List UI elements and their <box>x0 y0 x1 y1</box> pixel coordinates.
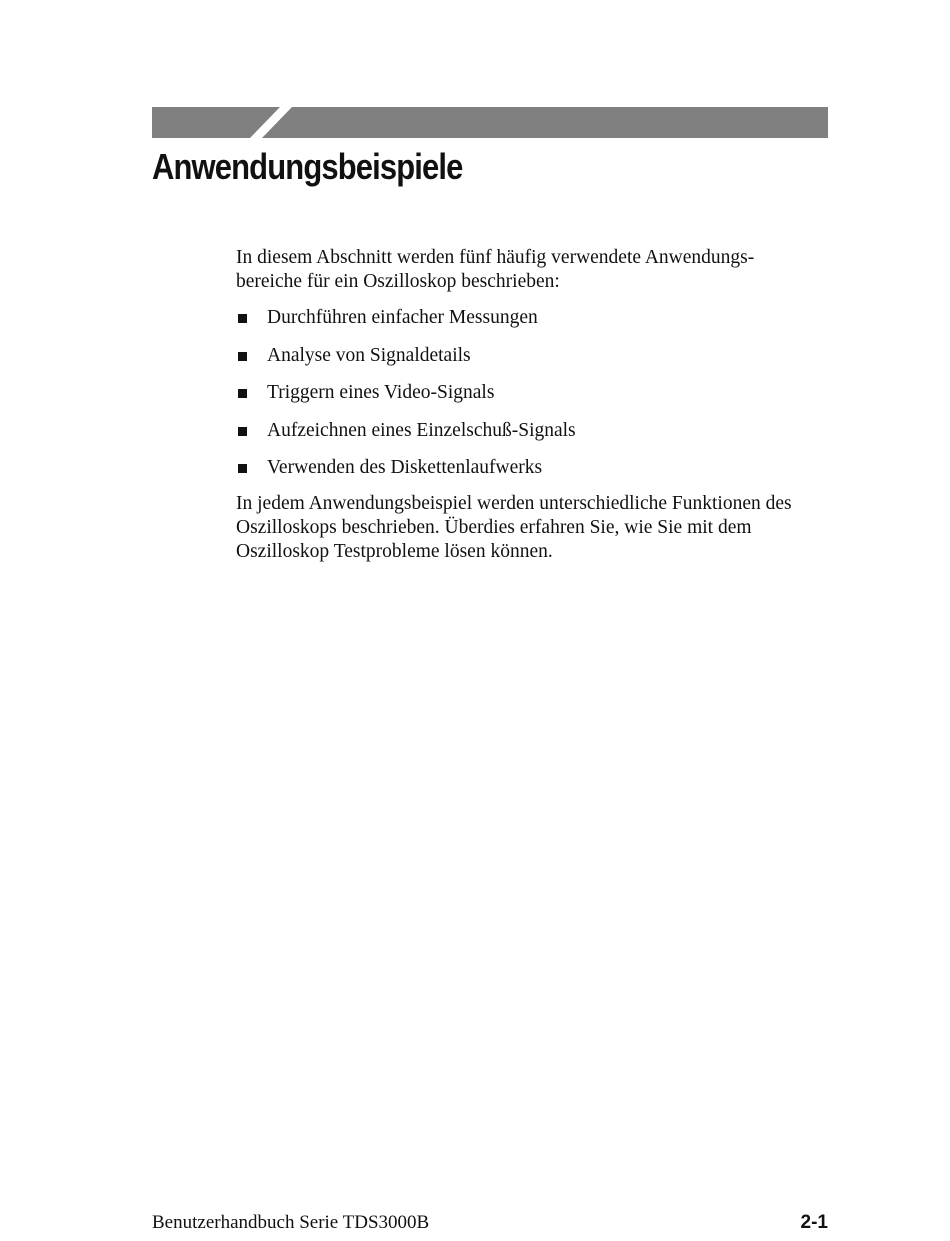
bullet-square-icon <box>238 389 247 398</box>
list-item <box>236 344 816 368</box>
list-item-text: Verwenden des Diskettenlaufwerks <box>267 457 543 478</box>
bullet-square-icon <box>238 314 247 323</box>
list-item-text: Durchführen einfacher Messungen <box>267 307 538 328</box>
page-title: Anwendungsbeispiele <box>152 146 463 187</box>
list-item-text: Aufzeichnen eines Einzelschuß-Signals <box>267 419 576 441</box>
page-content <box>236 246 816 564</box>
bullet-square-icon <box>238 352 247 361</box>
chapter-header-bar <box>152 107 828 138</box>
list-item <box>236 419 816 443</box>
bullet-square-icon <box>238 427 247 436</box>
header-bar-graphic <box>152 107 828 138</box>
bullet-list <box>236 306 816 480</box>
list-item <box>236 381 816 405</box>
list-item <box>236 306 816 330</box>
list-item <box>236 456 816 480</box>
footer-page-number: 2-1 <box>800 1212 828 1233</box>
closing-paragraph: In jedem Anwendungsbeispiel werden unterschiedliche Funktionen des Oszilloskops beschrieben. Überdies erfahren Sie, wie Sie mit dem Oszilloskop Testprobleme lösen können. <box>236 493 792 562</box>
list-item-text: Analyse von Signaldetails <box>267 344 471 366</box>
list-item-text: Triggern eines Video-Signals <box>267 382 495 403</box>
intro-paragraph: In diesem Abschnitt werden fünf häufig verwendete Anwendungs- bereiche für ein Oszilloskop beschrieben: <box>236 247 755 292</box>
footer-manual-title: Benutzerhandbuch Serie TDS3000B <box>152 1212 430 1233</box>
bullet-square-icon <box>238 464 247 473</box>
